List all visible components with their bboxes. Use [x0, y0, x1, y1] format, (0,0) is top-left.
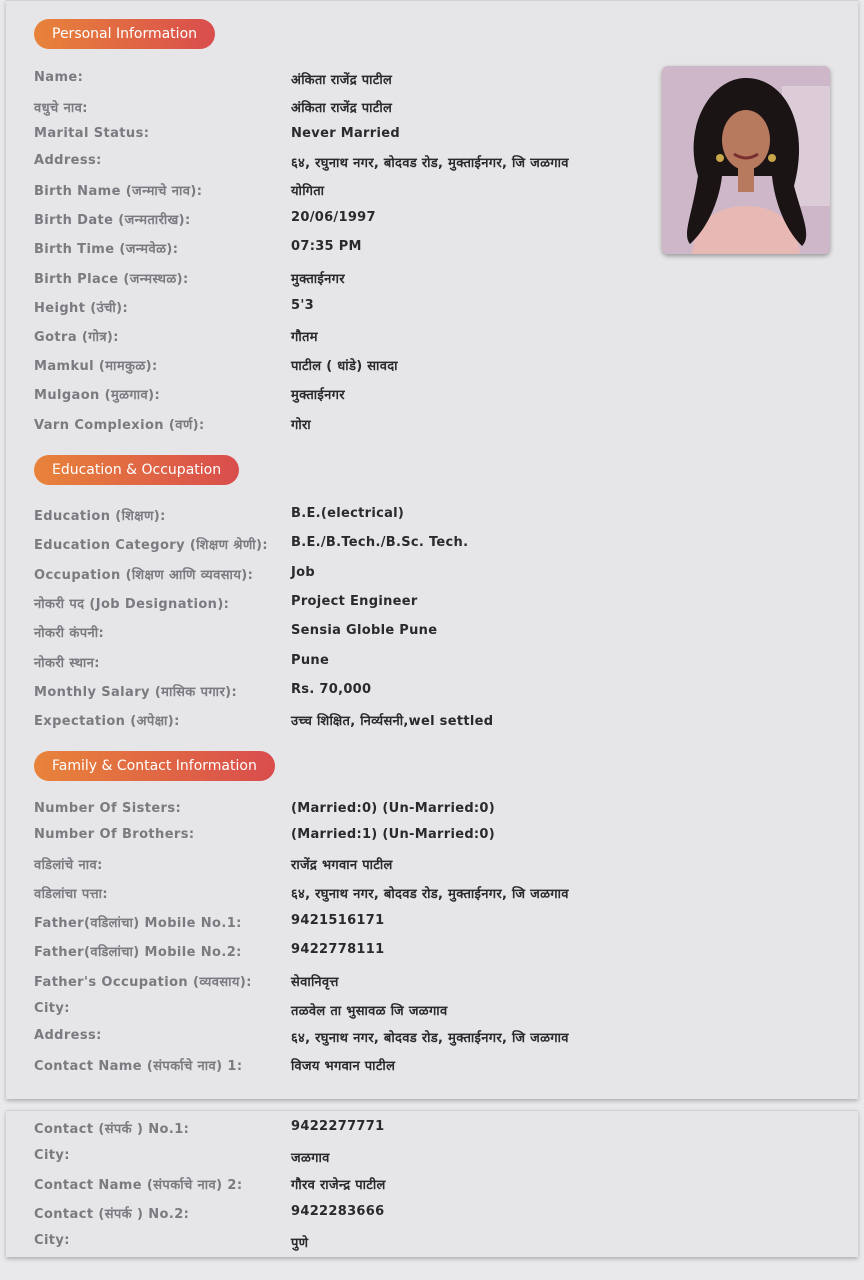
field-value: Pune [291, 653, 330, 668]
field-value: (Married:1) (Un-Married:0) [291, 827, 496, 842]
field-value: उच्च शिक्षित, निर्व्यसनी,wel settled [291, 714, 494, 729]
field-value: Rs. 70,000 [291, 682, 372, 697]
field-value: 9422277771 [291, 1119, 385, 1134]
field-value: मुक्ताईनगर [291, 272, 345, 287]
field-label: Contact (संपर्क ) No.2: [34, 1207, 190, 1222]
field-label: Birth Name (जन्माचे नाव): [34, 184, 203, 199]
field-value: Never Married [291, 126, 400, 141]
field-label: Father's Occupation (व्यवसाय): [34, 975, 252, 990]
field-label: Birth Date (जन्मतारीख): [34, 213, 191, 228]
personal-information-heading: Personal Information [34, 19, 215, 49]
education-occupation-heading: Education & Occupation [34, 455, 239, 485]
field-label: City: [34, 1148, 70, 1163]
field-label: वडिलांचा पत्ता: [34, 887, 109, 902]
field-label: Marital Status: [34, 126, 150, 141]
field-label: Contact Name (संपर्काचे नाव) 1: [34, 1059, 243, 1074]
field-value: सेवानिवृत्त [291, 975, 339, 990]
field-label: Name: [34, 70, 84, 85]
profile-photo[interactable] [662, 66, 830, 254]
field-label: Address: [34, 153, 102, 168]
field-value: गौतम [291, 330, 318, 345]
field-value: ६४, रघुनाथ नगर, बोदवड रोड, मुक्ताईनगर, जि जळगाव [291, 887, 569, 902]
field-value: (Married:0) (Un-Married:0) [291, 801, 496, 816]
field-label: Birth Time (जन्मवेळ): [34, 242, 179, 257]
field-value: गोरा [291, 418, 311, 433]
field-label: वधुचे नाव: [34, 101, 88, 116]
profile-card [6, 0, 858, 1099]
field-value: Sensia Globle Pune [291, 623, 438, 638]
field-label: Expectation (अपेक्षा): [34, 714, 180, 729]
field-value: Project Engineer [291, 594, 418, 609]
contacts-card [6, 1110, 858, 1257]
field-value: पुणे [291, 1236, 309, 1251]
field-label: City: [34, 1001, 70, 1016]
profile-photo-image [662, 66, 830, 254]
field-value: 20/06/1997 [291, 210, 376, 225]
field-value: पाटील ( धांडे) सावदा [291, 359, 398, 374]
field-value: जळगाव [291, 1151, 330, 1166]
field-label: Occupation (शिक्षण आणि व्यवसाय): [34, 568, 254, 583]
field-label: Education Category (शिक्षण श्रेणी): [34, 538, 268, 553]
field-label: City: [34, 1233, 70, 1248]
field-value: राजेंद्र भगवान पाटील [291, 858, 393, 873]
field-label: Contact Name (संपर्काचे नाव) 2: [34, 1178, 243, 1193]
field-label: Mulgaon (मुळगाव): [34, 388, 161, 403]
field-label: Height (उंची): [34, 301, 129, 316]
field-value: तळवेल ता भुसावळ जि जळगाव [291, 1004, 448, 1019]
field-value: विजय भगवान पाटील [291, 1059, 396, 1074]
field-value: Job [291, 565, 315, 580]
field-label: Father(वडिलांचा) Mobile No.2: [34, 945, 242, 960]
family-contact-heading: Family & Contact Information [34, 751, 275, 781]
field-value: ६४, रघुनाथ नगर, बोदवड रोड, मुक्ताईनगर, जि जळगाव [291, 1031, 569, 1046]
field-value: 07:35 PM [291, 239, 362, 254]
field-label: Address: [34, 1028, 102, 1043]
field-value: 9421516171 [291, 913, 385, 928]
field-value: योगिता [291, 184, 325, 199]
field-label: नोकरी स्थान: [34, 656, 100, 671]
field-value: B.E.(electrical) [291, 506, 405, 521]
field-label: Monthly Salary (मासिक पगार): [34, 685, 238, 700]
field-label: Education (शिक्षण): [34, 509, 166, 524]
field-value: 9422283666 [291, 1204, 385, 1219]
field-value: मुक्ताईनगर [291, 388, 345, 403]
field-label: Mamkul (मामकुळ): [34, 359, 158, 374]
field-label: Varn Complexion (वर्ण): [34, 418, 205, 433]
field-value: B.E./B.Tech./B.Sc. Tech. [291, 535, 469, 550]
field-label: नोकरी कंपनी: [34, 626, 105, 641]
field-label: Number Of Sisters: [34, 801, 182, 816]
field-value: अंकिता राजेंद्र पाटील [291, 73, 393, 88]
field-value: गौरव राजेन्द्र पाटील [291, 1178, 386, 1193]
field-label: नोकरी पद (Job Designation): [34, 597, 230, 612]
field-value: ६४, रघुनाथ नगर, बोदवड रोड, मुक्ताईनगर, जि जळगाव [291, 156, 569, 171]
field-value: 5'3 [291, 298, 314, 313]
field-value: 9422778111 [291, 942, 385, 957]
field-label: वडिलांचे नाव: [34, 858, 103, 873]
field-label: Gotra (गोत्र): [34, 330, 119, 345]
field-label: Father(वडिलांचा) Mobile No.1: [34, 916, 242, 931]
field-label: Contact (संपर्क ) No.1: [34, 1122, 190, 1137]
field-label: Number Of Brothers: [34, 827, 195, 842]
field-value: अंकिता राजेंद्र पाटील [291, 101, 393, 116]
field-label: Birth Place (जन्मस्थळ): [34, 272, 189, 287]
